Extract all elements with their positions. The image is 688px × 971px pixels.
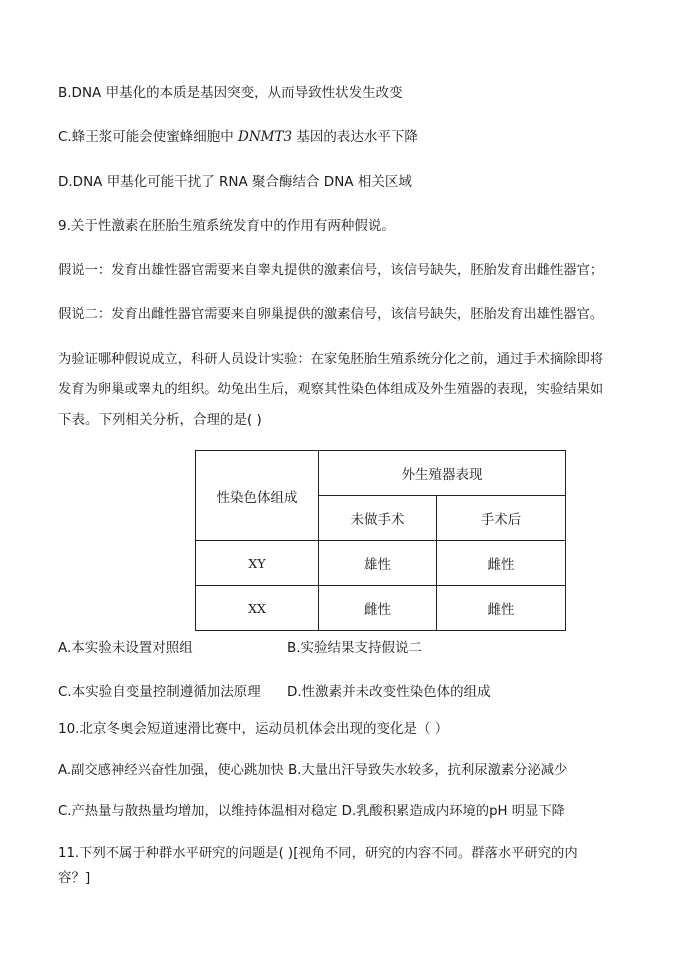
header-external-genitalia: 外生殖器表现 xyxy=(319,451,566,496)
experiment-line-3: 下表。下列相关分析，合理的是( ) xyxy=(58,412,262,428)
cell-no-surgery: 雌性 xyxy=(319,586,437,631)
question-10: 10.北京冬奥会短道速滑比赛中，运动员机体会出现的变化是（ ） xyxy=(58,721,449,737)
cell-no-surgery: 雄性 xyxy=(319,541,437,586)
hypothesis-1: 假说一：发育出雄性器官需要来自睾丸提供的激素信号，该信号缺失，胚胎发育出雌性器官； xyxy=(58,263,604,278)
option-c-text-end: 基因的表达水平下降 xyxy=(292,129,418,145)
gene-name: DNMT3 xyxy=(238,129,293,145)
question-11-line-2: 容？] xyxy=(58,870,91,886)
option-c-text-start: C.蜂王浆可能会使蜜蜂细胞中 xyxy=(58,129,239,145)
option-c xyxy=(58,127,418,147)
experiment-line-1: 为验证哪种假说成立，科研人员设计实验：在家兔胚胎生殖系统分化之前，通过手术摘除即将 xyxy=(58,352,604,367)
results-table xyxy=(195,450,566,631)
cell-after-surgery: 雌性 xyxy=(437,586,566,631)
header-chromosome: 性染色体组成 xyxy=(196,451,319,541)
q9-option-c: C.本实验自变量控制遵循加法原理 xyxy=(58,684,261,700)
table-row xyxy=(196,541,566,586)
cell-chromosome: XY xyxy=(196,541,319,586)
question-9: 9.关于性激素在胚胎生殖系统发育中的作用有两种假说。 xyxy=(58,218,395,234)
q9-option-b: B.实验结果支持假说二 xyxy=(287,640,423,656)
table-row xyxy=(196,586,566,631)
header-no-surgery: 未做手术 xyxy=(319,496,437,541)
q10-options-ab: A.副交感神经兴奋性加强，使心跳加快 B.大量出汗导致失水较多，抗利尿激素分泌减少 xyxy=(58,763,568,778)
hypothesis-2: 假说二：发育出雌性器官需要来自卵巢提供的激素信号，该信号缺失，胚胎发育出雄性器官。 xyxy=(58,307,604,322)
option-d: D.DNA 甲基化可能干扰了 RNA 聚合酶结合 DNA 相关区域 xyxy=(58,174,412,190)
experiment-line-2: 发育为卵巢或睾丸的组织。幼兔出生后，观察其性染色体组成及外生殖器的表现，实验结果如 xyxy=(58,382,604,397)
option-b: B.DNA 甲基化的本质是基因突变，从而导致性状发生改变 xyxy=(58,85,403,101)
cell-after-surgery: 雌性 xyxy=(437,541,566,586)
header-after-surgery: 手术后 xyxy=(437,496,566,541)
q10-options-cd: C.产热量与散热量均增加，以维持体温相对稳定 D.乳酸积累造成内环境的pH 明显下降 xyxy=(58,804,565,819)
q9-option-a: A.本实验未设置对照组 xyxy=(58,640,193,656)
q9-option-d: D.性激素并未改变性染色体的组成 xyxy=(287,684,491,700)
question-11-line-1: 11.下列不属于种群水平研究的问题是( )[视角不同，研究的内容不同。群落水平研究的内 xyxy=(58,846,578,861)
cell-chromosome: XX xyxy=(196,586,319,631)
